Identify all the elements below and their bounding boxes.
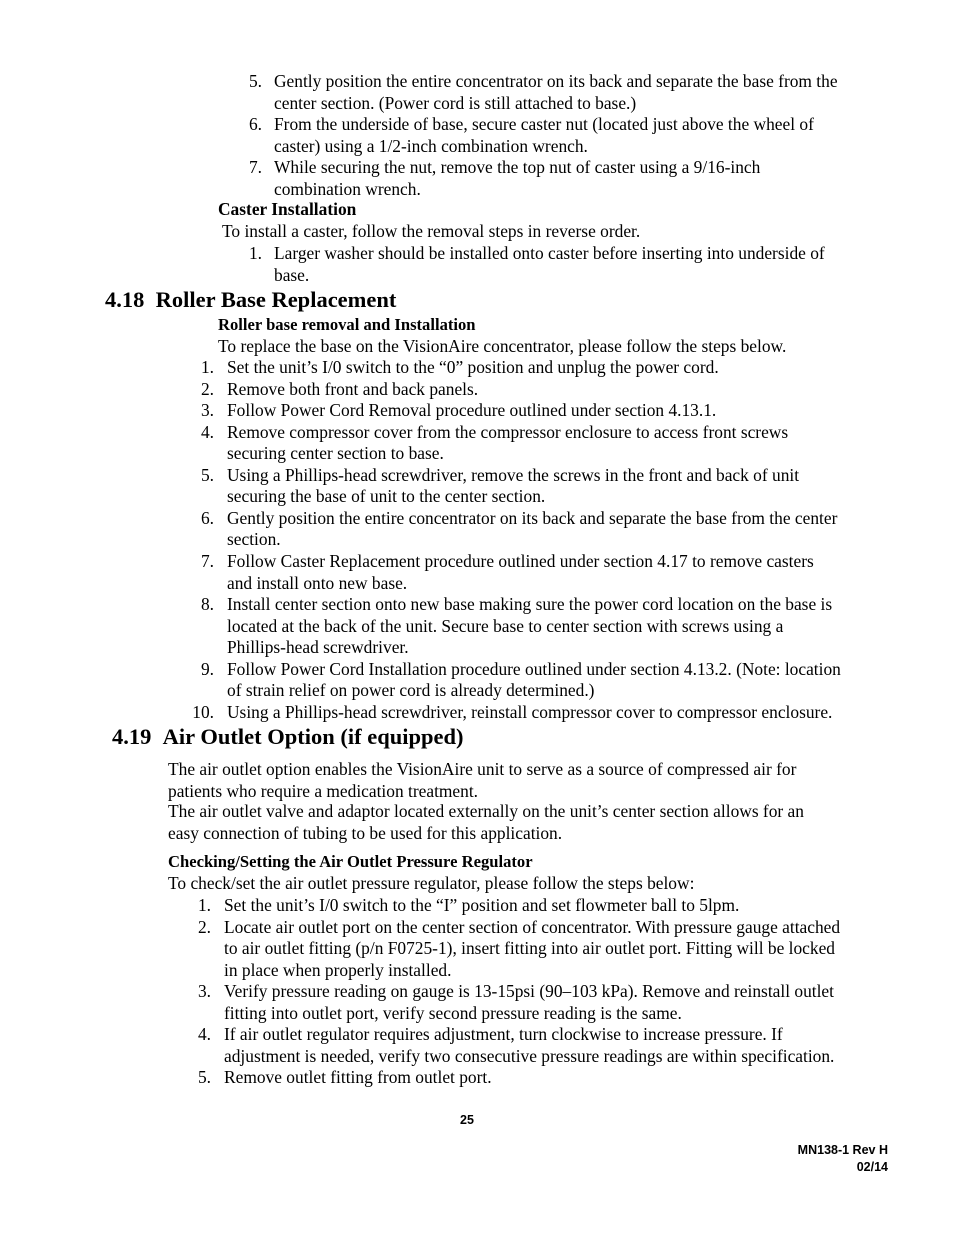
air-outlet-paragraph-2 xyxy=(168,801,804,844)
list-item-line: adjustment is needed, verify two consecutive pressure readings are within specification. xyxy=(224,1045,835,1066)
section-title: Roller Base Replacement xyxy=(155,287,397,312)
air-outlet-intro: To check/set the air outlet pressure regulator, please follow the steps below: xyxy=(168,873,695,893)
list-item-line: securing center section to base. xyxy=(227,443,444,464)
paragraph-line: The air outlet valve and adaptor located externally on the unit’s center section allows for an xyxy=(168,801,804,821)
page-number: 25 xyxy=(460,1113,474,1127)
section-419-heading xyxy=(112,724,464,750)
roller-base-intro: To replace the base on the VisionAire concentrator, please follow the steps below. xyxy=(218,336,787,356)
paragraph-line: easy connection of tubing to be used for this application. xyxy=(168,822,563,843)
list-item-number: 2. xyxy=(200,378,214,399)
caster-installation-heading: Caster Installation xyxy=(218,199,357,219)
list-item-line: Install center section onto new base making sure the power cord location on the base is xyxy=(227,594,833,615)
list-item-line: Set the unit’s I/0 switch to the “0” position and unplug the power cord. xyxy=(227,357,719,377)
list-item-line: base. xyxy=(274,264,310,285)
air-outlet-subheading: Checking/Setting the Air Outlet Pressure Regulator xyxy=(168,852,533,871)
list-item-line: Follow Power Cord Removal procedure outlined under section 4.13.1. xyxy=(227,400,717,421)
list-item-number: 4. xyxy=(197,1024,211,1044)
list-item-number: 6. xyxy=(248,114,262,134)
paragraph-line: patients who require a medication treatment. xyxy=(168,780,479,801)
list-item-line: Using a Phillips-head screwdriver, remove the screws in the front and back of unit xyxy=(227,464,800,485)
list-item-line: Larger washer should be installed onto caster before inserting into underside of xyxy=(274,243,825,263)
list-item-line: combination wrench. xyxy=(274,178,421,199)
list-item-number: 4. xyxy=(200,421,214,442)
list-item-number: 9. xyxy=(200,658,214,679)
list-item-line: Phillips-head screwdriver. xyxy=(227,637,409,658)
list-item-number: 2. xyxy=(197,916,211,937)
list-item-line: Set the unit’s I/0 switch to the “I” position and set flowmeter ball to 5lpm. xyxy=(224,895,740,915)
list-item-line: of strain relief on power cord is already determined.) xyxy=(227,680,595,701)
list-item-line: and install onto new base. xyxy=(227,572,408,593)
list-item-number: 1. xyxy=(197,895,211,915)
list-item-line: Locate air outlet port on the center section of concentrator. With pressure gauge attached xyxy=(224,916,841,937)
section-418-heading xyxy=(105,287,396,313)
list-item-line: center section. (Power cord is still attached to base.) xyxy=(274,92,637,113)
list-item-line: Remove compressor cover from the compressor enclosure to access front screws xyxy=(227,421,789,442)
section-number: 4.19 xyxy=(112,724,152,749)
list-item-line: Using a Phillips-head screwdriver, reinstall compressor cover to compressor enclosure. xyxy=(227,701,833,722)
list-item-number: 5. xyxy=(248,71,262,91)
section-title: Air Outlet Option (if equipped) xyxy=(162,724,464,749)
list-item-line: section. xyxy=(227,529,281,550)
list-item-line: located at the back of the unit. Secure base to center section with screws using a xyxy=(227,615,784,636)
section-number: 4.18 xyxy=(105,287,145,312)
list-item-line: Remove outlet fitting from outlet port. xyxy=(224,1067,492,1087)
list-item-number: 8. xyxy=(200,594,214,615)
list-item-line: in place when properly installed. xyxy=(224,959,452,980)
list-item-line: Remove both front and back panels. xyxy=(227,378,479,399)
list-item-number: 3. xyxy=(200,400,214,421)
list-item-line: securing the base of unit to the center section. xyxy=(227,486,546,507)
list-item-number: 1. xyxy=(248,243,262,263)
list-item-line: Gently position the entire concentrator on its back and separate the base from the xyxy=(274,71,838,91)
list-item-number: 6. xyxy=(200,507,214,528)
list-item-line: fitting into outlet port, verify second pressure reading is the same. xyxy=(224,1002,682,1023)
air-outlet-paragraph-1 xyxy=(168,759,796,802)
caster-installation-intro: To install a caster, follow the removal steps in reverse order. xyxy=(222,221,641,241)
list-item-number: 1. xyxy=(200,357,214,377)
list-item-line: From the underside of base, secure caster nut (located just above the wheel of xyxy=(274,114,814,134)
list-item-line: Verify pressure reading on gauge is 13-15psi (90–103 kPa). Remove and reinstall outlet xyxy=(224,981,834,1001)
list-item-number: 10. xyxy=(192,701,214,722)
document-id: MN138-1 Rev H xyxy=(797,1143,888,1157)
list-item-line: Follow Power Cord Installation procedure outlined under section 4.13.2. (Note: location xyxy=(227,658,841,679)
document-date: 02/14 xyxy=(856,1160,888,1174)
list-item-number: 5. xyxy=(200,464,214,485)
list-item-line: Gently position the entire concentrator on its back and separate the base from the center xyxy=(227,507,838,528)
list-item-number: 7. xyxy=(248,157,262,177)
list-item-number: 5. xyxy=(197,1067,211,1087)
paragraph-line: The air outlet option enables the VisionAire unit to serve as a source of compressed air for xyxy=(168,759,797,779)
list-item-line: Follow Caster Replacement procedure outlined under section 4.17 to remove casters xyxy=(227,550,814,571)
list-item-line: to air outlet fitting (p/n F0725-1), insert fitting into air outlet port. Fitting will be locked xyxy=(224,938,836,958)
list-item-number: 3. xyxy=(197,981,211,1001)
roller-base-subheading: Roller base removal and Installation xyxy=(218,315,476,334)
list-item-line: While securing the nut, remove the top nut of caster using a 9/16-inch xyxy=(274,157,761,177)
list-item-line: If air outlet regulator requires adjustment, turn clockwise to increase pressure. If xyxy=(224,1024,783,1044)
list-item-number: 7. xyxy=(200,550,214,571)
list-item-line: caster) using a 1/2-inch combination wrench. xyxy=(274,135,588,156)
